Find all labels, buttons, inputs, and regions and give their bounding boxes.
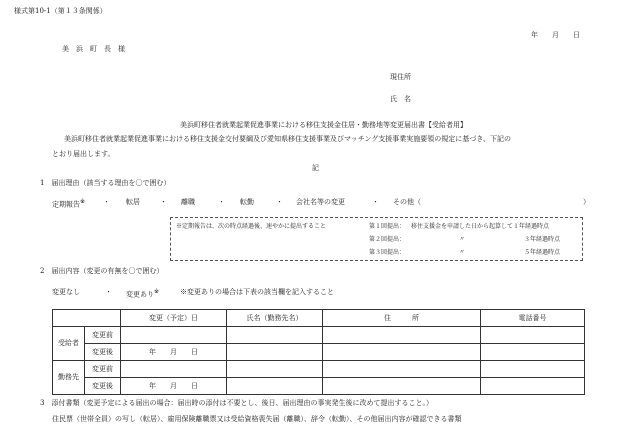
reason-other-close: ） (583, 198, 590, 206)
row-group-recipient: 受給者 (53, 327, 85, 361)
reason-bullet: ・ (218, 198, 225, 206)
submission-date: 年 月 日 (531, 31, 580, 39)
cell-name[interactable] (227, 327, 323, 344)
form-number: 様式第10-1（第１３条関係） (14, 7, 107, 15)
note-line2-label: 第２回提出： (369, 236, 406, 243)
table-row (53, 361, 585, 378)
cell-name[interactable] (227, 378, 323, 395)
note-line3-ditto: 〃 (459, 249, 466, 256)
col-header-date: 変更（予定）日 (121, 310, 227, 327)
reason-bullet: ・ (160, 198, 167, 206)
change-details-table (52, 309, 585, 395)
ki-label: 記 (312, 164, 319, 172)
row-label-after: 変更後 (85, 344, 121, 361)
col-header-phone: 電話番号 (481, 310, 585, 327)
section1-heading: 1 届出理由（該当する理由を〇で囲む） (40, 179, 171, 187)
cell-phone[interactable] (481, 378, 585, 395)
name-label: 氏 名 (390, 95, 411, 103)
note-line1-text: 移住支援金を申請した日から起算して１年経過時点 (411, 223, 550, 230)
change-instruction: ※変更ありの場合は下表の該当欄を記入すること (180, 288, 334, 296)
table-row (53, 327, 585, 344)
reason-option-relocation: 転居 (126, 198, 140, 206)
address-label: 現住所 (390, 73, 411, 81)
intro-text-line1: 美浜町移住者就業起業促進事業における移住支援金交付要綱及び愛知県移住支援事業及びマッチング支援事業実施要領の規定に基づき、下記の (64, 135, 511, 143)
cell-date[interactable]: 年 月 日 (121, 378, 227, 395)
cell-phone[interactable] (481, 361, 585, 378)
section3-heading: 3 添付書類（変更予定による届出の場合：届出時の添付は不要とし、後日、届出理由の事実発生後に改めて提出すること。） (40, 399, 433, 407)
reason-bullet: ・ (276, 198, 283, 206)
col-header-name: 氏名（勤務先名） (227, 310, 323, 327)
change-option-yes: 変更あり※ (126, 288, 160, 299)
reason-bullet: ・ (372, 198, 379, 206)
table-corner-cell (53, 310, 121, 327)
reason-option-transfer: 転勤 (240, 198, 254, 206)
row-label-before: 変更前 (85, 327, 121, 344)
cell-phone[interactable] (481, 327, 585, 344)
reason-option-other: その他（ (393, 198, 421, 206)
reason-option-company-change: 会社名等の変更 (296, 198, 345, 206)
reason-option-resignation: 離職 (181, 198, 195, 206)
row-label-before: 変更前 (85, 361, 121, 378)
table-row (53, 344, 585, 361)
row-label-after: 変更後 (85, 378, 121, 395)
document-title: 美浜町移住者就業起業促進事業における移住支援金住居・勤務地等変更届出書【受給者用】 (180, 121, 467, 129)
cell-name[interactable] (227, 344, 323, 361)
note-line2-text: ３年経過時点 (524, 236, 561, 243)
cell-date[interactable] (121, 327, 227, 344)
intro-text-line2: とおり届出します。 (52, 150, 115, 158)
col-header-address: 住 所 (323, 310, 481, 327)
row-group-employer: 勤務先 (53, 361, 85, 395)
table-header-row (53, 310, 585, 327)
change-bullet: ・ (105, 288, 112, 296)
cell-date[interactable] (121, 361, 227, 378)
note-line1-label: 第１回提出： (369, 223, 406, 230)
reason-bullet: ・ (103, 198, 110, 206)
note-intro: ※定期報告は、次の時点経過後、速やかに提出すること (176, 223, 327, 230)
cell-address[interactable] (323, 378, 481, 395)
cell-address[interactable] (323, 344, 481, 361)
change-option-none: 変更なし (52, 288, 80, 296)
note-line2-ditto: 〃 (459, 236, 466, 243)
cell-name[interactable] (227, 361, 323, 378)
cell-address[interactable] (323, 361, 481, 378)
section3-body: 住民票（世帯全員）の写し（転居）、雇用保険離職票又は受給資格喪失届（離職）、辞令（転勤）、その他届出内容が確認できる書類 (52, 415, 462, 423)
note-line3-text: ５年経過時点 (524, 249, 561, 256)
cell-date[interactable]: 年 月 日 (121, 344, 227, 361)
reason-option-periodic: 定期報告※ (52, 198, 86, 209)
cell-address[interactable] (323, 327, 481, 344)
cell-phone[interactable] (481, 344, 585, 361)
addressee: 美 浜 町 長 様 (62, 45, 125, 53)
periodic-report-note (170, 217, 583, 261)
table-row (53, 378, 585, 395)
note-line3-label: 第３回提出： (369, 249, 406, 256)
section2-heading: 2 届出内容（変更の有無を〇で囲む） (40, 267, 164, 275)
